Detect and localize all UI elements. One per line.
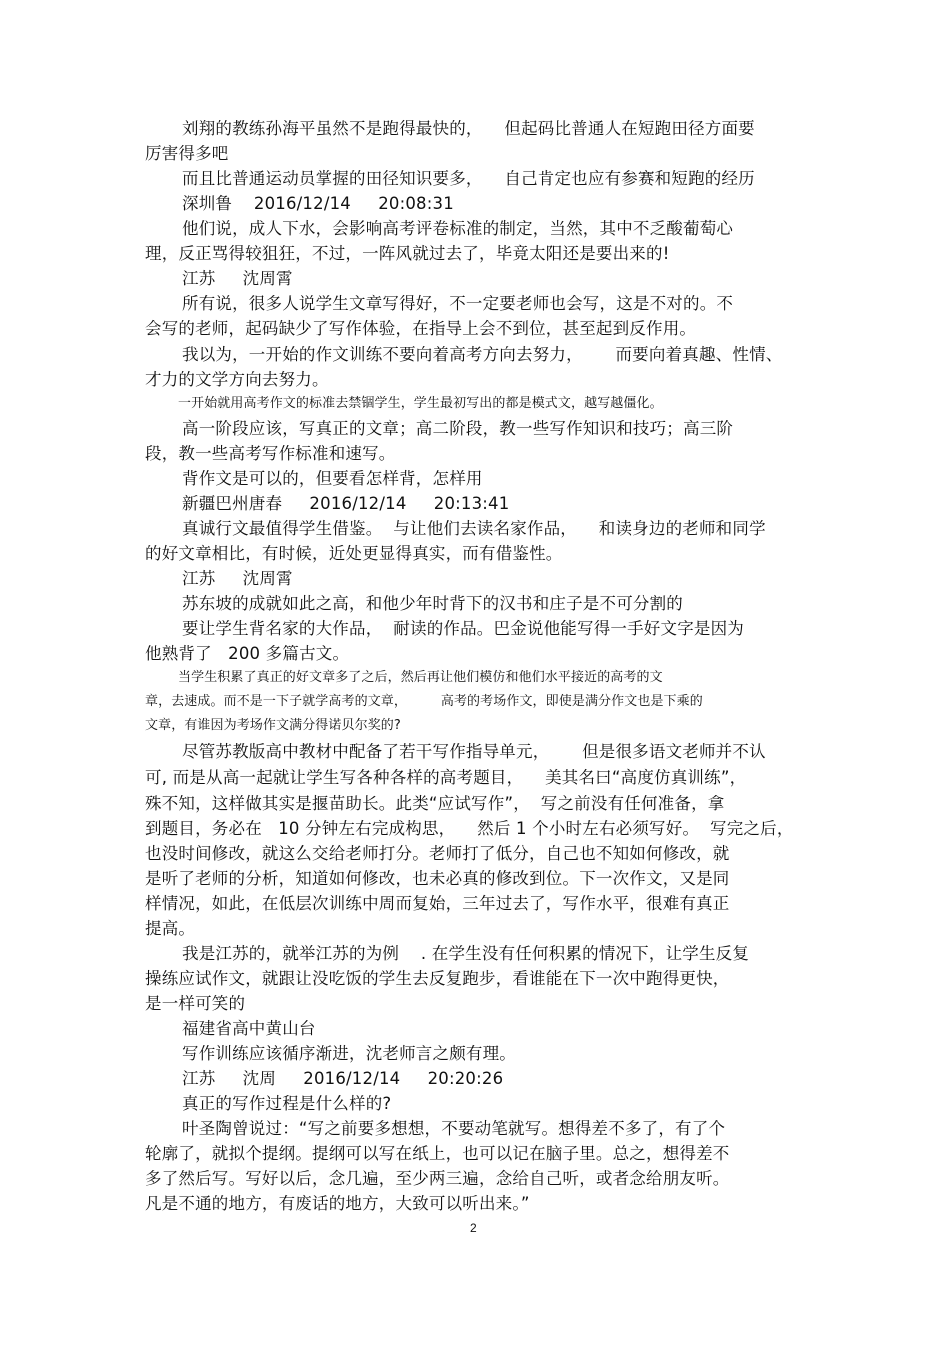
text-line: 凡是不通的地方，有废话的地方，大致可以听出来。” [145, 1194, 530, 1213]
text-line: 样情况，如此，在低层次训练中周而复始，三年过去了，写作水平，很难有真正 [145, 894, 730, 913]
text-line: 提高。 [145, 919, 196, 938]
text-line: 轮廓了，就拟个提纲。提纲可以写在纸上，也可以记在脑子里。总之，想得差不 [145, 1144, 730, 1163]
text-line: 要让学生背名家的大作品， 耐读的作品。巴金说他能写得一手好文字是因为 [182, 619, 744, 638]
text-line: 段，教一些高考写作标准和速写。 [145, 444, 396, 463]
author-line: 福建省高中黄山台 [182, 1019, 316, 1038]
text-line: 是听了老师的分析，知道如何修改，也未必真的修改到位。下一次作文，又是同 [145, 869, 730, 888]
text-line: 也没时间修改，就这么交给老师打分。老师打了低分，自己也不知如何修改，就 [145, 844, 730, 863]
text-line: 真正的写作过程是什么样的? [182, 1094, 392, 1113]
text-line-small: 当学生积累了真正的好文章多了之后，然后再让他们模仿和他们水平接近的高考的文 [178, 670, 663, 685]
text-line: 写作训练应该循序渐进，沈老师言之颇有理。 [182, 1044, 516, 1063]
author-timestamp: 深圳鲁 2016/12/14 20:08:31 [182, 194, 454, 213]
text-line: 多了然后写。写好以后，念几遍，至少两三遍，念给自己听，或者念给朋友听。 [145, 1169, 730, 1188]
text-line: 叶圣陶曾说过：“写之前要多想想，不要动笔就写。想得差不多了，有了个 [182, 1119, 726, 1138]
text-line-small: 文章，有谁因为考场作文满分得诺贝尔奖的? [145, 718, 401, 733]
author-line: 江苏 沈周霄 [182, 269, 293, 288]
text-line: 而且比普通运动员掌握的田径知识要多， 自己肯定也应有参赛和短跑的经历 [182, 169, 755, 188]
text-line: 真诚行文最值得学生借鉴。 与让他们去读名家作品， 和读身边的老师和同学 [182, 519, 766, 538]
page-number: 2 [470, 1221, 477, 1235]
text-line: 刘翔的教练孙海平虽然不是跑得最快的， 但起码比普通人在短跑田径方面要 [182, 119, 755, 138]
text-line: 他们说，成人下水，会影响高考评卷标准的制定，当然，其中不乏酸葡萄心 [182, 219, 734, 238]
text-line: 苏东坡的成就如此之高，和他少年时背下的汉书和庄子是不可分割的 [182, 594, 683, 613]
author-timestamp: 新疆巴州唐春 2016/12/14 20:13:41 [182, 494, 510, 513]
text-line: 所有说，很多人说学生文章写得好，不一定要老师也会写，这是不对的。不 [182, 294, 734, 313]
text-line: 高一阶段应该，写真正的文章；高二阶段，教一些写作知识和技巧；高三阶 [182, 419, 734, 438]
text-line: 我是江苏的，就举江苏的为例 . 在学生没有任何积累的情况下，让学生反复 [182, 944, 750, 963]
author-line: 江苏 沈周霄 [182, 569, 293, 588]
text-line: 可, 而是从高一起就让学生写各种各样的高考题目， 美其名曰“高度仿真训练”， [145, 768, 747, 787]
text-line: 操练应试作文，就跟让没吃饭的学生去反复跑步，看谁能在下一次中跑得更快， [145, 969, 730, 988]
text-line: 理，反正骂得较狙狂，不过，一阵风就过去了，毕竟太阳还是要出来的! [145, 244, 670, 263]
text-line: 的好文章相比，有时候，近处更显得真实，而有借鉴性。 [145, 544, 563, 563]
text-line: 殊不知，这样做其实是揠苗助长。此类“应试写作”， 写之前没有任何准备，拿 [145, 794, 725, 813]
text-line: 我以为，一开始的作文训练不要向着高考方向去努力， 而要向着真趣、性情、 [182, 345, 783, 364]
text-line: 到题目，务必在 10 分钟左右完成构思， 然后 1 个小时左右必须写好。 写完之后， [145, 819, 794, 838]
author-timestamp: 江苏 沈周 2016/12/14 20:20:26 [182, 1069, 504, 1088]
text-line: 是一样可笑的 [145, 994, 246, 1013]
text-line: 厉害得多吧 [145, 144, 229, 163]
text-line: 会写的老师，起码缺少了写作体验，在指导上会不到位，甚至起到反作用。 [145, 319, 697, 338]
text-line-small: 章，去速成。而不是一下子就学高考的文章， 高考的考场作文，即使是满分作文也是下乘的 [145, 694, 703, 709]
text-line-small: 一开始就用高考作文的标准去禁锢学生，学生最初写出的都是模式文，越写越僵化。 [178, 396, 663, 411]
text-line: 背作文是可以的，但要看怎样背，怎样用 [182, 469, 483, 488]
text-line: 才力的文学方向去努力。 [145, 370, 329, 389]
text-line: 他熟背了 200 多篇古文。 [145, 644, 350, 663]
text-line: 尽管苏教版高中教材中配备了若干写作指导单元， 但是很多语文老师并不认 [182, 742, 766, 761]
